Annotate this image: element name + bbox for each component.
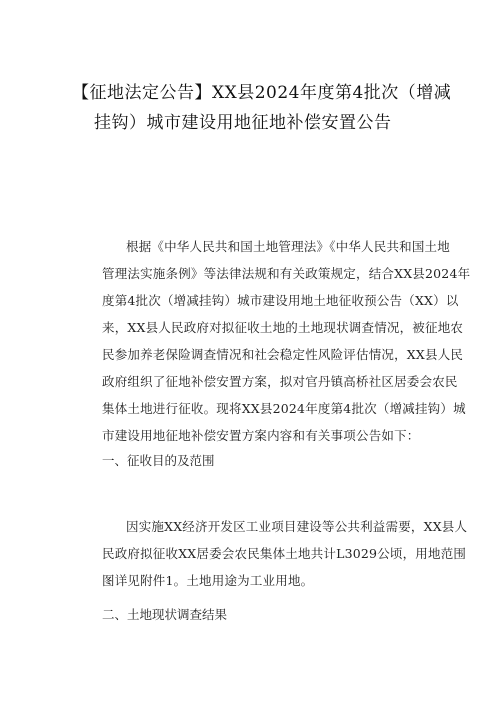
title-line-2: 挂钩）城市建设用地征地补偿安置公告 bbox=[94, 113, 392, 133]
paragraph-line: 度第4批次（增减挂钩）城市建设用地土地征收预公告（XX）以 bbox=[102, 293, 459, 308]
section-heading-1: 一、征收目的及范围 bbox=[102, 453, 215, 468]
paragraph-line: 管理法实施条例》等法律法规和有关政策规定，结合XX县2024年 bbox=[102, 266, 471, 281]
paragraph-line: 因实施XX经济开发区工业项目建设等公共利益需要，XX县人 bbox=[126, 519, 468, 534]
paragraph-purpose bbox=[102, 513, 468, 594]
paragraph-line: 根据《中华人民共和国土地管理法》《中华人民共和国土地 bbox=[126, 239, 450, 254]
paragraph-line: 政府组织了征地补偿安置方案，拟对官丹镇高桥社区居委会农民 bbox=[102, 374, 458, 389]
document-title bbox=[72, 78, 452, 138]
paragraph-line: 集体土地进行征收。现将XX县2024年度第4批次（增减挂钩）城 bbox=[102, 401, 466, 416]
paragraph-line: 民政府拟征收XX居委会农民集体土地共计L3029公顷，用地范围 bbox=[102, 546, 467, 561]
paragraph-intro bbox=[102, 233, 471, 449]
title-line-1: 【征地法定公告】XX县2024年度第4批次（增减 bbox=[72, 83, 452, 103]
paragraph-line: 来，XX县人民政府对拟征收土地的土地现状调查情况，被征地农 bbox=[102, 320, 464, 335]
paragraph-line: 民参加养老保险调查情况和社会稳定性风险评估情况，XX县人民 bbox=[102, 347, 464, 362]
paragraph-line: 图详见附件1。土地用途为工业用地。 bbox=[102, 573, 314, 588]
paragraph-line: 市建设用地征地补偿安置方案内容和有关事项公告如下： bbox=[102, 428, 420, 443]
section-heading-2: 二、土地现状调查结果 bbox=[102, 607, 228, 622]
